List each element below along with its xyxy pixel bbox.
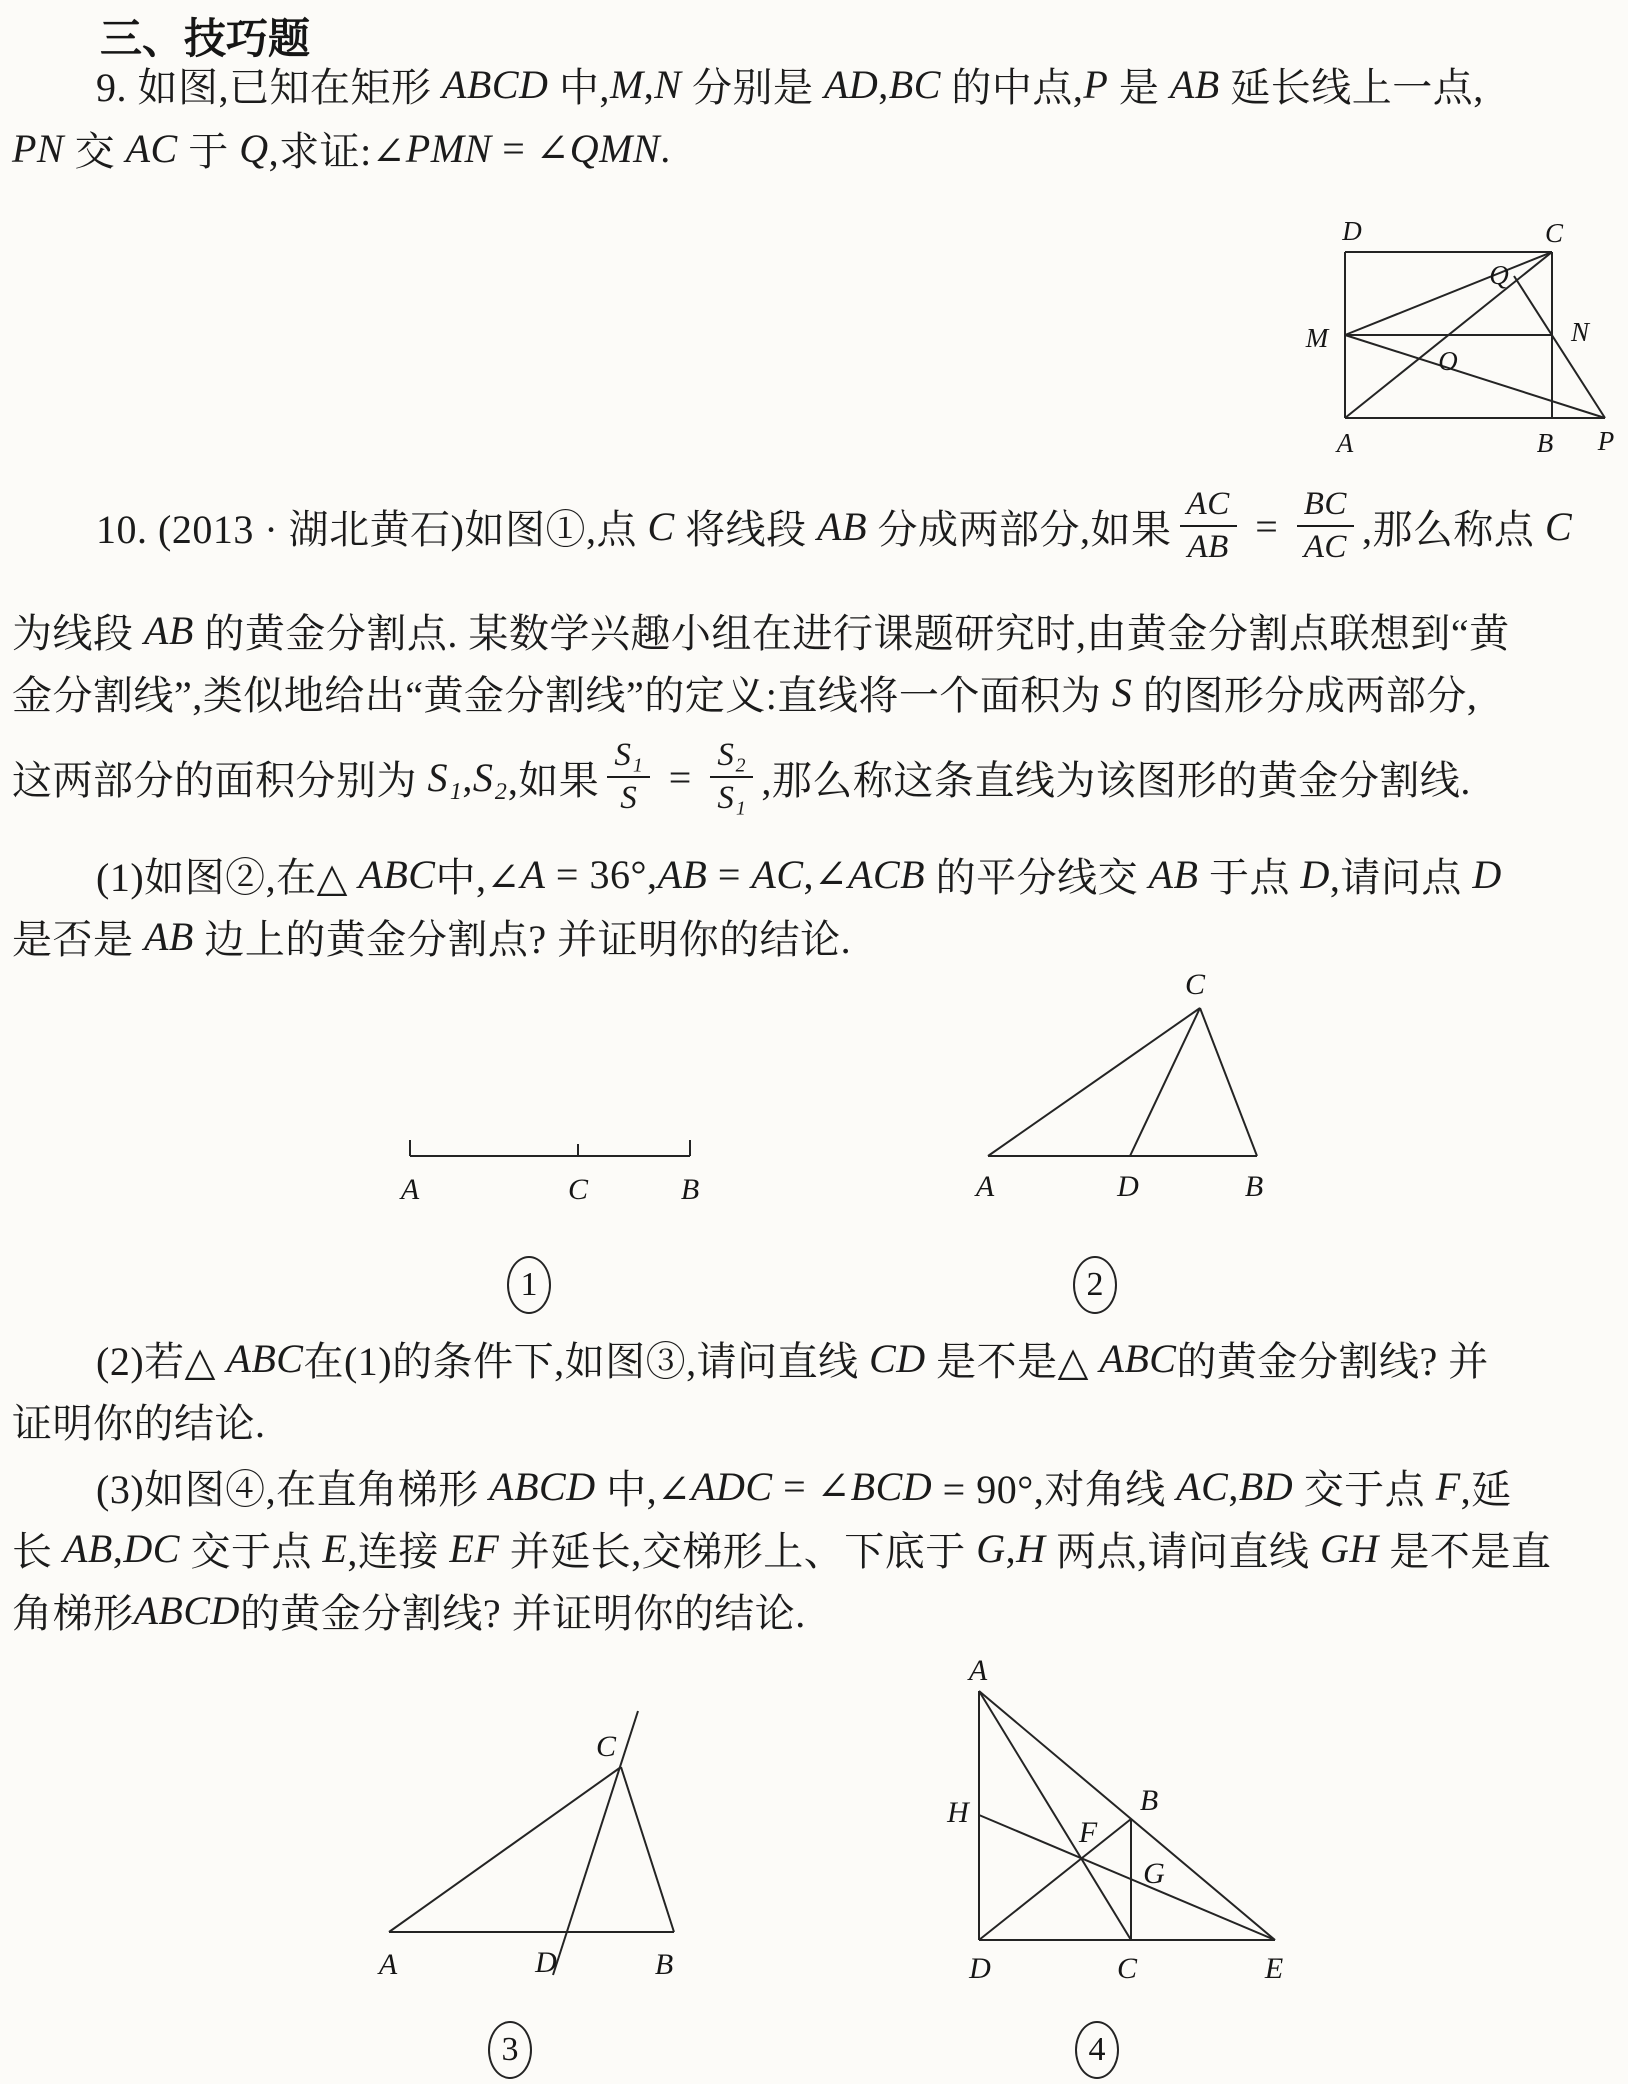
text-run: 在(1)的条件下,如图③,请问直线: [303, 1338, 870, 1384]
math-run: E: [322, 1525, 348, 1571]
math-run: BC: [888, 61, 941, 107]
figure-4-caption: [1075, 2021, 1119, 2079]
vertex-label-q: Q: [1489, 260, 1509, 290]
vertex-label-c: C: [1184, 968, 1206, 1001]
figure-4-caption-digit: 4: [1088, 2031, 1106, 2068]
text-run: 交: [64, 128, 126, 174]
text-run: 是否是: [12, 916, 144, 962]
figure-4-lines: [979, 1691, 1275, 1940]
text-run: 这两部分的面积分别为: [12, 757, 428, 803]
text-run: 10. (2013 · 湖北黄石)如图①,点: [96, 506, 648, 552]
figure-3-caption-digit: 3: [501, 2031, 519, 2068]
math-run: ABC: [358, 851, 436, 897]
math-run: P: [1083, 61, 1109, 107]
text-run: 的平分线交: [925, 854, 1149, 900]
text-run: =: [707, 851, 752, 897]
question1-line1: [96, 848, 1502, 900]
math-run: F: [1435, 1463, 1461, 1509]
math-run: AC: [125, 125, 178, 171]
vertex-label-m: M: [1305, 323, 1329, 353]
math-run: C: [647, 503, 675, 549]
question2-line2: [12, 1394, 266, 1446]
figure-1-caption-digit: 1: [520, 1266, 538, 1303]
math-run: CD: [869, 1335, 926, 1381]
text-run: 分别是: [681, 64, 824, 110]
text-run: 9. 如图,已知在矩形: [96, 64, 442, 110]
math-run: DC: [123, 1525, 180, 1571]
figure-3-caption: [488, 2021, 532, 2079]
text-run: ,: [112, 1525, 124, 1571]
text-run: 中,∠: [595, 1466, 692, 1512]
vertex-label-c: C: [1116, 1952, 1138, 1985]
math-run: N: [654, 61, 682, 107]
math-run: ABC: [1099, 1335, 1177, 1381]
question3-line3: [12, 1584, 806, 1636]
vertex-label-a: A: [975, 1170, 995, 1203]
text-run: = 90°,对角线: [932, 1466, 1177, 1512]
text-run: 的黄金分割点. 某数学兴趣小组在进行课题研究时,由黄金分割点联想到“黄: [193, 610, 1510, 656]
math-run: S: [1111, 669, 1133, 715]
text-run: ,延: [1460, 1466, 1512, 1512]
math-run: ACB: [848, 851, 926, 897]
text-run: ,: [643, 61, 655, 107]
math-run: AB: [144, 913, 194, 959]
inline-fraction: $\frac{AC}{AB}$: [1180, 485, 1237, 567]
text-run: =: [658, 754, 703, 800]
figure-1-caption: [507, 1256, 551, 1314]
figure-3-triangle: [350, 1680, 690, 2000]
text-run: = ∠: [491, 125, 570, 171]
math-run: ADC: [691, 1463, 773, 1509]
text-run: 两点,请问直线: [1045, 1528, 1321, 1574]
text-run: 是不是直: [1378, 1528, 1552, 1574]
math-run: S₁: [427, 754, 463, 800]
vertex-label-a: A: [378, 1948, 398, 1981]
text-run: (1)如图②,在△: [96, 854, 359, 900]
problem9-line1: [96, 58, 1484, 110]
math-run: QMN: [569, 125, 661, 171]
inline-fraction: $\frac{\text{S₁}}{S}$: [607, 736, 650, 818]
math-run: M: [609, 61, 644, 107]
vertex-label-o: O: [1438, 346, 1458, 376]
math-run: AC: [1176, 1463, 1229, 1509]
text-run: ,: [1005, 1525, 1017, 1571]
text-run: 边上的黄金分割点? 并证明你的结论.: [193, 916, 852, 962]
problem9-line2: [12, 122, 671, 174]
math-run: ABC: [226, 1335, 304, 1381]
text-run: 的图形分成两部分,: [1132, 672, 1478, 718]
text-run: 的黄金分割线? 并证明你的结论.: [239, 1590, 806, 1636]
text-run: 是: [1108, 64, 1170, 110]
figure-2-lines: [988, 1008, 1257, 1156]
math-run: PN: [12, 125, 65, 171]
text-run: 中,: [548, 64, 610, 110]
vertex-label-a: A: [968, 1654, 988, 1687]
text-run: ,∠: [803, 851, 849, 897]
text-run: 角梯形: [12, 1590, 134, 1636]
text-run: = ∠: [772, 1463, 851, 1509]
text-run: 长: [12, 1528, 63, 1574]
question3-line2: [12, 1522, 1551, 1574]
inline-fraction: $\frac{\text{S₂}}{\text{S₁}}$: [710, 736, 753, 818]
figure-2-triangle: [950, 950, 1290, 1210]
math-run: ABCD: [442, 61, 549, 107]
inline-fraction: $\frac{BC}{AC}$: [1297, 485, 1354, 567]
vertex-label-h: H: [947, 1796, 969, 1829]
math-run: H: [1016, 1525, 1046, 1571]
figure-1-lines: [410, 1140, 690, 1156]
section-title: 三、技巧题: [100, 15, 311, 62]
text-run: =: [1244, 503, 1289, 549]
text-run: 是不是△: [925, 1338, 1100, 1384]
math-run: BCD: [850, 1463, 933, 1509]
vertex-label-a: A: [1336, 428, 1354, 458]
text-run: ,请问点: [1329, 854, 1473, 900]
text-run: 于点: [1198, 854, 1301, 900]
vertex-label-d: D: [1117, 1170, 1139, 1203]
math-run: D: [1300, 851, 1330, 897]
text-run: 延长线上一点,: [1219, 64, 1484, 110]
text-run: 中,∠: [435, 854, 521, 900]
text-run: 并延长,交梯形上、下底于: [499, 1528, 977, 1574]
vertex-label-d: D: [1342, 216, 1362, 246]
math-run: AC: [751, 851, 804, 897]
vertex-label-b: B: [1139, 1784, 1159, 1817]
text-run: ,连接: [347, 1528, 450, 1574]
math-run: AB: [144, 607, 194, 653]
point-label-c: C: [567, 1173, 589, 1206]
vertex-label-b: B: [1536, 428, 1554, 458]
figure-1-segment: [380, 1095, 720, 1215]
vertex-label-e: E: [1264, 1952, 1284, 1985]
question2-line1: [96, 1332, 1489, 1384]
vertex-label-b: B: [1244, 1170, 1264, 1203]
text-run: 将线段: [674, 506, 818, 552]
text-run: (3)如图④,在直角梯形: [96, 1466, 490, 1512]
text-run: ,: [1228, 1463, 1239, 1509]
figure-4-trapezoid: [930, 1640, 1350, 2000]
vertex-label-c: C: [1544, 218, 1564, 248]
text-run: 于: [177, 128, 240, 174]
math-run: AB: [657, 851, 708, 897]
text-run: ,如果: [507, 757, 600, 803]
text-run: .: [660, 125, 671, 171]
math-run: EF: [449, 1525, 500, 1571]
figure-2-caption: [1073, 1256, 1117, 1314]
question3-line1: [96, 1460, 1512, 1512]
text-run: 交于点: [1293, 1466, 1436, 1512]
text-run: 分成两部分,如果: [867, 506, 1172, 552]
problem10-line2: [12, 604, 1510, 656]
vertex-label-p: P: [1597, 426, 1615, 456]
figure-3-lines: [389, 1711, 674, 1975]
problem10-line4: [12, 706, 1471, 848]
math-run: D: [1472, 851, 1502, 897]
math-run: AB: [63, 1525, 113, 1571]
math-run: S₂: [472, 754, 508, 800]
text-run: 证明你的结论.: [12, 1400, 266, 1446]
text-run: ,那么称这条直线为该图形的黄金分割线.: [761, 757, 1471, 803]
vertex-label-d: D: [535, 1946, 557, 1979]
point-label-b: B: [680, 1173, 700, 1206]
vertex-label-g: G: [1143, 1857, 1165, 1890]
text-run: ,: [462, 754, 473, 800]
text-run: ,求证:∠: [268, 128, 406, 174]
text-run: 为线段: [12, 610, 144, 656]
vertex-label-d: D: [969, 1952, 991, 1985]
math-run: AB: [1148, 851, 1199, 897]
text-run: 交于点: [179, 1528, 323, 1574]
vertex-label-c: C: [595, 1730, 617, 1763]
vertex-label-f: F: [1078, 1816, 1098, 1849]
math-run: Q: [239, 125, 269, 171]
math-run: GH: [1320, 1525, 1379, 1571]
math-run: ABCD: [133, 1587, 240, 1633]
math-run: PMN: [405, 125, 492, 171]
point-label-a: A: [400, 1173, 420, 1206]
figure-problem9-lines: [1345, 252, 1605, 418]
math-run: ABCD: [489, 1463, 596, 1509]
math-run: AD: [823, 61, 879, 107]
math-run: G: [976, 1525, 1006, 1571]
math-run: C: [1544, 503, 1573, 549]
text-run: 的中点,: [940, 64, 1084, 110]
math-run: A: [520, 851, 546, 897]
math-run: BD: [1238, 1463, 1294, 1509]
math-run: AB: [817, 503, 868, 549]
text-run: ,: [878, 61, 889, 107]
figure-problem9-rectangle: [1290, 200, 1628, 480]
text-run: 的黄金分割线? 并: [1176, 1338, 1489, 1384]
math-run: AB: [1169, 61, 1220, 107]
question1-line2: [12, 910, 851, 962]
text-run: (2)若△: [96, 1338, 227, 1384]
vertex-label-n: N: [1570, 317, 1590, 347]
text-run: 金分割线”,类似地给出“黄金分割线”的定义:直线将一个面积为: [12, 672, 1112, 718]
text-run: = 36°,: [545, 851, 658, 897]
vertex-label-b: B: [654, 1948, 674, 1981]
text-run: ,那么称点: [1361, 506, 1545, 552]
problem10-line1: [96, 455, 1572, 597]
figure-2-caption-digit: 2: [1086, 1266, 1104, 1303]
